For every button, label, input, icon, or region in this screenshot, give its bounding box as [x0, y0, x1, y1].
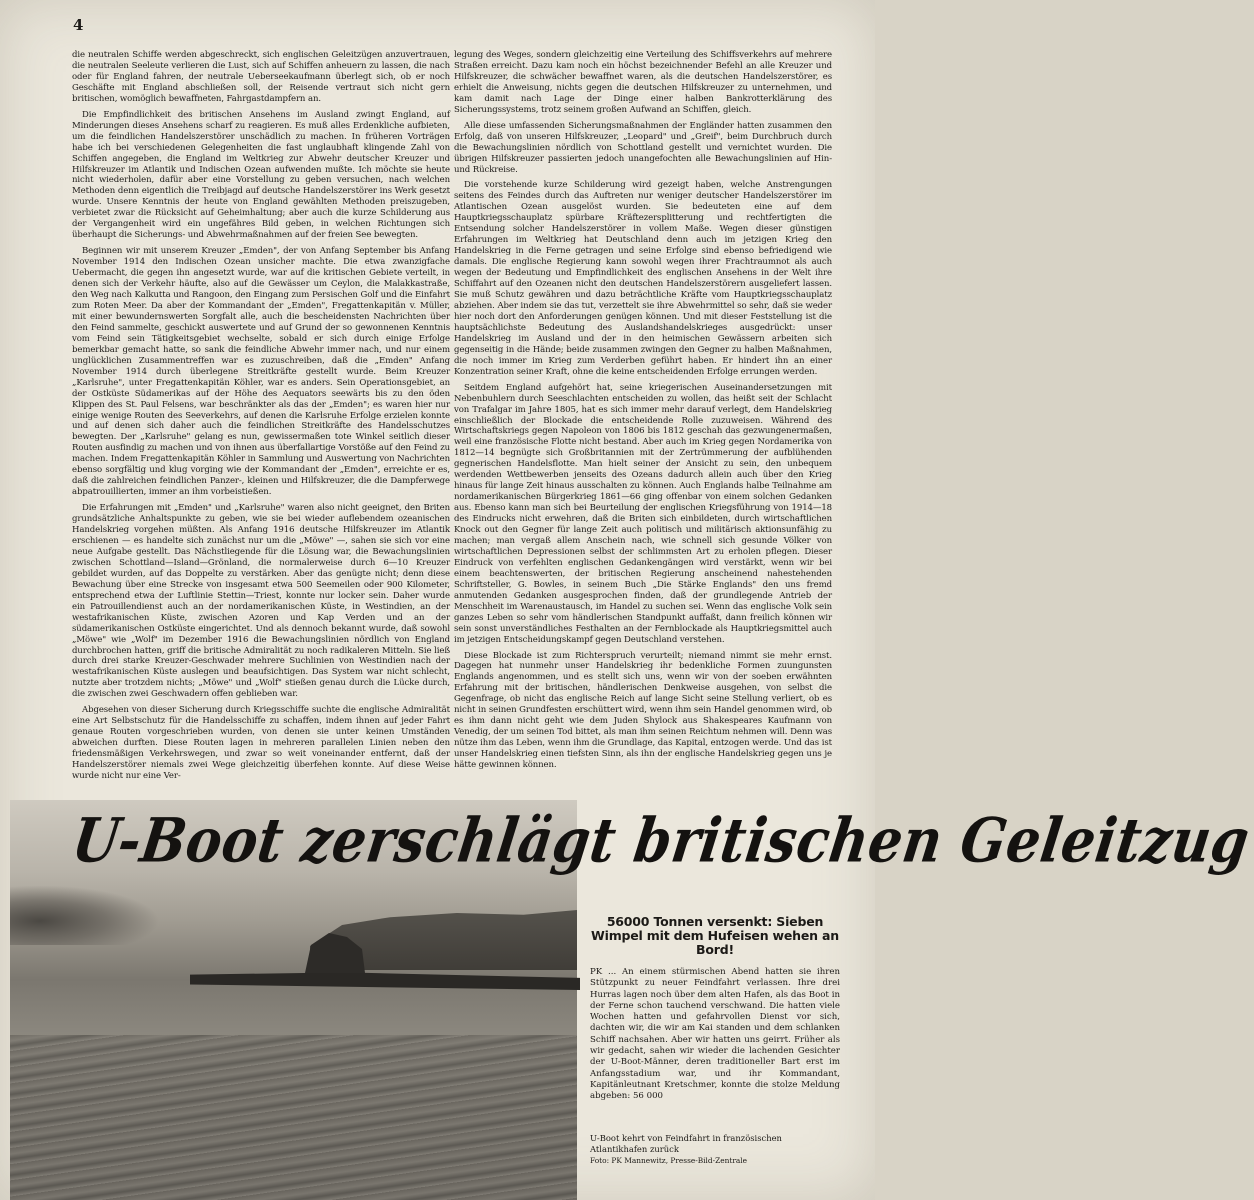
story-column	[590, 915, 840, 1166]
paragraph: Die Erfahrungen mit „Emden" und „Karlsruhe" waren also nicht geeignet, den Briten grundsätzliche Anhaltspunkte zu geben, wie sie bei wieder auflebendem ozeanischen Handelskrieg vorgehen müßten. Als Anfang 1916 deutsche Hilfskreuzer im Atlantik erschienen — es handelte sich zunächst nur um die „Möwe" —, sahen sie sich vor eine neue Aufgabe gestellt. Das Nächstliegende für die Lösung war, die Bewachungslinien zwischen Schottland—Island—Grönland, die normalerweise durch 6—10 Kreuzer gebildet wurden, auf das Doppelte zu verstärken. Aber das genügte nicht; denn diese Bewachung über eine Strecke von insgesamt etwa 500 Seemeilen oder 900 Kilometer, entsprechend etwa der Luftlinie Stettin—Triest, konnte nur locker sein. Daher wurde ein Patrouillendienst auch an der nordamerikanischen Küste, in Westindien, an der westafrikanischen Küste, zwischen Azoren und Kap Verden und an der südamerikanischen Ostküste eingerichtet. Und als dennoch bekannt wurde, daß sowohl „Möwe" wie „Wolf" im Dezember 1916 die Bewachungslinien nördlich von England durchbrochen hatten, griff die britische Admiralität zu noch radikaleren Mitteln. Sie ließ durch drei starke Kreuzer-Geschwader mehrere Suchlinien von Westindien nach der westafrikanischen Küste auslegen und beaufsichtigen. Das System war nicht schlecht, nutzte aber trotzdem nichts; „Möwe" und „Wolf" stießen genau durch die Lücke durch, die zwischen zwei Geschwadern offen geblieben war.	[72, 503, 450, 700]
page-number: 4	[73, 16, 84, 34]
paragraph: Diese Blockade ist zum Richterspruch verurteilt; niemand nimmt sie mehr ernst. Dagegen hat nunmehr unser Handelskrieg ihr bedenkliche Formen zuungunsten Englands angenommen, und es stellt sich uns, wenn wir von der soeben erwähnten Erfahrung mit der britischen, händlerischen Denkweise ausgehen, von selbst die Gegenfrage, ob nicht das englische Reich auf lange Sicht seine Stellung verliert, ob es nicht in seinen Grundfesten erschüttert wird, wenn ihm sein Handel genommen wird, ob es ihm dann nicht geht wie dem Juden Shylock aus Shakespeares Kaufmann von Venedig, der um seinen Tod bittet, als man ihm seinen Reichtum nehmen will. Denn was nütze ihm das Leben, wenn ihm die Grundlage, das Kapital, entzogen werde. Und das ist unser Handelskrieg einen tiefsten Sinn, als ihn der englische Handelskrieg gegen uns je hätte gewinnen können.	[454, 650, 832, 771]
paragraph: Die vorstehende kurze Schilderung wird gezeigt haben, welche Anstrengungen seitens des Feindes durch das Auftreten nur weniger deutscher Handelszerstörer im Atlantischen Ozean ausgelöst wurden. Sie bedeuteten eine auf dem Hauptkriegsschauplatz spürbare Kräftezersplitterung und rechtfertigten die Entsendung solcher Handelszerstörer in vollem Maße. Wegen dieser günstigen Erfahrungen im Weltkrieg hat Deutschland denn auch im jetzigen Krieg den Handelskrieg in die Ferne getragen und seine Erfolge sind ebenso befriedigend wie damals. Die englische Regierung kann sowohl wegen ihrer Frachtraumnot als auch wegen der Bedeutung und Empfindlichkeit des englischen Ansehens in der Welt ihre Schiffahrt auf den Ozeanen nicht den deutschen Handelszerstörern ausgeliefert lassen. Sie muß Schutz gewähren und dazu beträchtliche Kräfte vom Hauptkriegsschauplatz abziehen. Aber indem sie das tut, verzettelt sie ihre Abwehrmittel so sehr, daß sie weder hier noch dort den Anforderungen genügen können. Und mit dieser Feststellung ist die hauptsächlichste Bedeutung des Auslandshandelskrieges ausgedrückt: unser Handelskrieg im Ausland und der in den heimischen Gewässern arbeiten sich gegenseitig in die Hände; beide zusammen zwingen den Gegner zu halben Maßnahmen, die noch immer im Krieg zum Verderben geführt haben. Er hindert ihn an einer Konzentration seiner Kraft, ohne die keine entscheidenden Erfolge errungen werden.	[454, 180, 832, 377]
paragraph: Abgesehen von dieser Sicherung durch Kriegsschiffe suchte die englische Admiralität eine Art Selbstschutz für die Handelsschiffe zu schaffen, indem ihnen auf jeder Fahrt genaue Routen vorgeschrieben wurden, von denen sie unter keinen Umständen abweichen durften. Diese Routen lagen in mehreren parallelen Linien neben den friedensmäßigen Verkehrswegen, und zwar so weit voneinander entfernt, daß der Handelszerstörer niemals zwei Wege gleichzeitig überfehen konnte. Auf diese Weise wurde nicht nur eine Ver-	[72, 705, 450, 781]
paragraph: Seitdem England aufgehört hat, seine kriegerischen Auseinandersetzungen mit Nebenbuhlern durch Seeschlachten entscheiden zu wollen, das heißt seit der Schlacht von Trafalgar im Jahre 1805, hat es sich immer mehr darauf verlegt, dem Handelskrieg einschließlich der Blockade die entscheidende Rolle zuzuweisen. Während des Wirtschaftskriegs gegen Napoleon von 1806 bis 1812 geschah das gezwungenermaßen, weil eine französische Flotte nicht bestand. Aber auch im Krieg gegen Nordamerika von 1812—14 begnügte sich Großbritannien mit der Zertrümmerung der aufblühenden gegnerischen Handelsflotte. Man hielt seiner der Ansicht zu sein, den unbequem werdenden Wettbewerben jenseits des Ozeans dadurch allein auch über den Krieg hinaus für lange Zeit hinaus ausschalten zu können. Auch Englands halbe Teilnahme am nordamerikanischen Bürgerkrieg 1861—66 ging offenbar von einem solchen Gedanken aus. Ebenso kann man sich bei Beurteilung der englischen Kriegsführung von 1914—18 des Eindrucks nicht erwehren, daß die Briten sich einbildeten, durch wirtschaftlichen Knock out den Gegner für lange Zeit auch politisch und militärisch aktionsunfähig zu machen; man vergaß allem Anschein nach, wie schnell sich gesunde Völker von wirtschaftlichen Depressionen selbst der schlimmsten Art zu erholen pflegen. Dieser Eindruck von verfehlten englischen Gedankengängen wird verstärkt, wenn wir bei einem beachtenswerten, der britischen Regierung anscheinend nahestehenden Schriftsteller, G. Bowles, in seinem Buch „Die Stärke Englands" den uns fremd anmutenden Gedanken ausgesprochen finden, daß der grundlegende Antrieb der Menschheit im Warenaustausch, im Handel zu suchen sei. Wenn das englische Volk sein ganzes Leben so sehr vom händlerischen Standpunkt auffaßt, dann freilich können wir sein sonst unverständliches Festhalten an der Fernblockade als Hauptkriegsmittel auch im jetzigen Entscheidungskampf gegen Deutschland verstehen.	[454, 382, 832, 645]
submarine-hull	[190, 968, 580, 990]
sea-surface	[10, 1035, 577, 1200]
left-column	[72, 50, 450, 785]
headline: U-Boot zerschlägt britischen Geleitzug	[67, 805, 1254, 877]
paragraph: Beginnen wir mit unserem Kreuzer „Emden", der von Anfang September bis Anfang November 1914 den Indischen Ozean unsicher machte. Die etwa zwanzigfache Uebermacht, die gegen ihn angesetzt wurde, war auf die kritischen Gebiete verteilt, in denen sich der Verkehr häufte, also auf die Gewässer um Ceylon, die Malakkastraße, den Weg nach Kalkutta und Rangoon, den Eingang zum Persischen Golf und die Einfahrt zum Roten Meer. Da aber der Kommandant der „Emden", Fregattenkapitän v. Müller, mit einer bewundernswerten Sorgfalt alle, auch die bescheidensten Nachrichten über den Feind sammelte, geschickt auswertete und auf Grund der so gewonnenen Kenntnis vom Feind sein Tätigkeitsgebiet wechselte, sobald er sich durch einige Erfolge bemerkbar gemacht hatte, so sank die feindliche Abwehr immer nach, und nur einem unglücklichen Zusammentreffen war es zuzuschreiben, daß die „Emden" Anfang November 1914 durch überlegene Streitkräfte gestellt wurde. Beim Kreuzer „Karlsruhe", unter Fregattenkapitän Köhler, war es anders. Sein Operationsgebiet, an der Ostküste Südamerikas auf der Höhe des Aequators seewärts bis zu den öden Klippen des St. Paul Felsens, war beschränkter als das der „Emden"; es waren hier nur einige wenige Routen des Seeverkehrs, auf denen die Karlsruhe Erfolge erzielen konnte und auf denen sich daher auch die feindlichen Streitkräfte des Handelsschutzes bewegten. Der „Karlsruhe" gelang es nun, gewissermaßen tote Winkel seitlich dieser Routen ausfindig zu machen und von ihnen aus überfallartige Vorstöße auf den Feind zu machen. Indem Fregattenkapitän Köhler in Sammlung und Auswertung von Nachrichten ebenso sorgfältig und klug vorging wie der Kommandant der „Emden", erreichte er es, daß die zahlreichen feindlichen Panzer-, kleinen und Hilfskreuzer, die die Dampferwege abpatrouillierten, immer an ihm vorbeistießen.	[72, 246, 450, 498]
photo-caption	[590, 1133, 840, 1166]
paragraph: legung des Weges, sondern gleichzeitig eine Verteilung des Schiffsverkehrs auf mehrere Straßen erreicht. Dazu kam noch ein höchst bezeichnender Befehl an alle Kreuzer und Hilfskreuzer, die schwächer bewaffnet waren, als die deutschen Handelszerstörer, es erhielt die Anweisung, nichts gegen die deutschen Hilfskreuzer zu unternehmen, und kam damit nach Lage der Dinge einer halben Bankrotterklärung des Sicherungssystems, trotz seinem großen Aufwand an Schiffen, gleich.	[454, 50, 832, 115]
story-text: PK ... An einem stürmischen Abend hatten sie ihren Stützpunkt zu neuer Feindfahrt verlassen. Ihre drei Hurras lagen noch über dem alten Hafen, als das Boot in der Ferne schon tauchend verschwand. Die hatten viele Wochen hatten und gefahrvollen Dienst vor sich, dachten wir, die wir am Kai standen und dem schlanken Schiff nachsahen. Aber wir hatten uns geirrt. Früher als wir gedacht, sahen wir wieder die lachenden Gesichter der U-Boot-Männer, deren traditioneller Bart erst im Anfangsstadium war, und ihr Kommandant, Kapitänleutnant Kretschmer, konnte die stolze Meldung abgeben: 56 000	[590, 967, 840, 1102]
article-columns	[72, 50, 832, 785]
paragraph: Alle diese umfassenden Sicherungsmaßnahmen der Engländer hatten zusammen den Erfolg, daß von unseren Hilfskreuzer, „Leopard" und „Greif", beim Durchbruch durch die Bewachungslinien nördlich von Schottland gestellt und vernichtet wurden. Die übrigen Hilfskreuzer passierten jedoch unangefochten alle Bewachungslinien auf Hin- und Rückreise.	[454, 120, 832, 175]
subheadline: 56000 Tonnen versenkt: Sieben Wimpel mit dem Hufeisen wehen an Bord!	[591, 914, 839, 957]
paragraph: die neutralen Schiffe werden abgeschreckt, sich englischen Geleitzügen anzuvertrauen, die neutralen Seeleute verlieren die Lust, sich auf Schiffen anheuern zu lassen, die nach oder für England fahren, der neutrale Ueberseekaufmann überlegt sich, ob er noch Geschäfte mit England abschließen soll, der Reisende vertraut sich nicht gern britischen, womöglich bewaffneten, Fahrgastdampfern an.	[72, 50, 450, 104]
caption-text: U-Boot kehrt von Feindfahrt in französischen Atlantikhafen zurück	[590, 1132, 782, 1154]
right-column	[454, 50, 832, 785]
paragraph: Die Empfindlichkeit des britischen Ansehens im Ausland zwingt England, auf Minderungen dieses Ansehens scharf zu reagieren. Es muß alles Erdenkliche aufbieten, um die feindlichen Handelszerstörer unschädlich zu machen. In früheren Vorträgen habe ich bei verschiedenen Gelegenheiten die fast unglaubhaft klingende Zahl von Schiffen angegeben, die England im Weltkrieg zur Abwehr deutscher Kreuzer und Hilfskreuzer im Atlantik und Indischen Ozean aufwenden mußte. Ich möchte sie heute nicht wiederholen, dafür aber eine Vorstellung zu geben versuchen, nach welchen Methoden denn eigentlich die Treibjagd auf deutsche Handelszerstörer ins Werk gesetzt wurde. Unsere Kenntnis der heute von England gewählten Methoden preiszugeben, verbietet zwar die Rücksicht auf Geheimhaltung; aber auch die kurze Schilderung aus der Vergangenheit wird ein ungefähres Bild geben, in welchen Richtungen sich überhaupt die Sicherungs- und Abwehrmaßnahmen auf der freien See bewegten.	[72, 109, 450, 241]
photo-credit: Foto: PK Mannewitz, Presse-Bild-Zentrale	[590, 1155, 748, 1165]
